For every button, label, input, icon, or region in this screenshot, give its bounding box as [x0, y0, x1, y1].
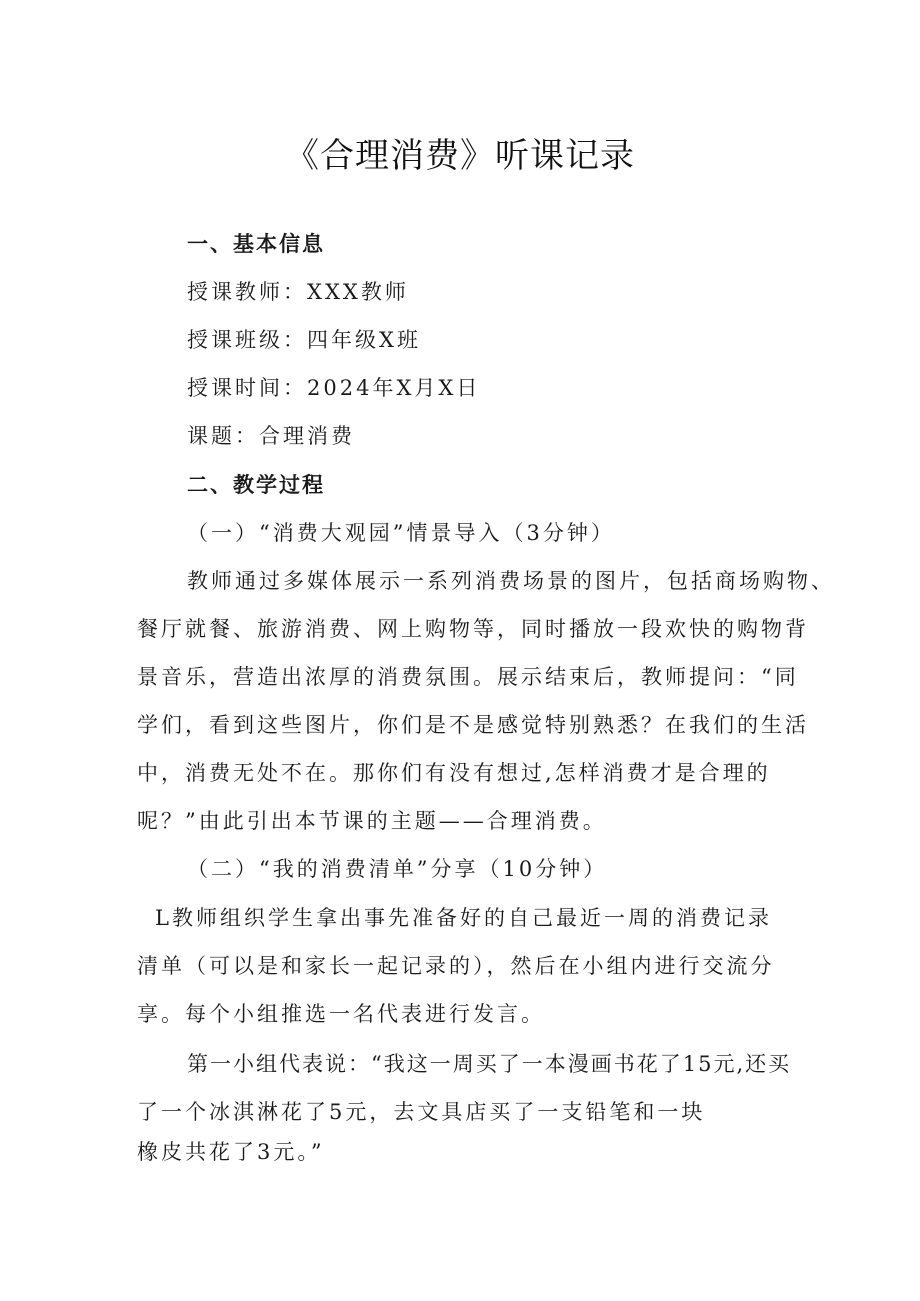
quote-line: 了一个冰淇淋花了5元，去文具店买了一支铅笔和一块: [137, 1100, 706, 1124]
paragraph-line: 教师通过多媒体展示一系列消费场景的图片，包括商场购物、: [187, 569, 835, 593]
paragraph-line: 餐厅就餐、旅游消费、网上购物等，同时播放一段欢快的购物背: [137, 617, 809, 641]
section-heading-basic-info: 一、基本信息: [187, 232, 325, 256]
subheading-part2: （二）“我的消费清单”分享（10分钟）: [187, 857, 608, 881]
time-info: 授课时间：2024年X月X日: [187, 376, 481, 400]
class-info: 授课班级：四年级X班: [187, 328, 421, 352]
subheading-part1: （一）“消费大观园”情景导入（3分钟）: [187, 521, 615, 545]
section-heading-teaching-process: 二、教学过程: [187, 473, 325, 497]
paragraph-line: 呢？”由此引出本节课的主题——合理消费。: [137, 809, 607, 833]
paragraph-line: 清单（可以是和家长一起记录的），然后在小组内进行交流分: [137, 954, 775, 978]
teacher-info: 授课教师：XXX教师: [187, 280, 409, 304]
paragraph-line: 景音乐，营造出浓厚的消费氛围。展示结束后，教师提问：“同: [137, 665, 799, 689]
topic-info: 课题：合理消费: [187, 424, 355, 448]
paragraph-line: 中，消费无处不在。那你们有没有想过,怎样消费才是合理的: [137, 761, 771, 785]
quote-line: 橡皮共花了3元。”: [137, 1140, 325, 1164]
quote-line: 第一小组代表说：“我这一周买了一本漫画书花了15元,还买: [187, 1052, 792, 1076]
paragraph-line: 学们，看到这些图片，你们是不是感觉特别熟悉？在我们的生活: [137, 713, 809, 737]
paragraph-line: L教师组织学生拿出事先准备好的自己最近一周的消费记录: [155, 906, 772, 930]
paragraph-line: 享。每个小组推选一名代表进行发言。: [137, 1002, 545, 1026]
page-title: 《合理消费》听课记录: [285, 136, 635, 176]
